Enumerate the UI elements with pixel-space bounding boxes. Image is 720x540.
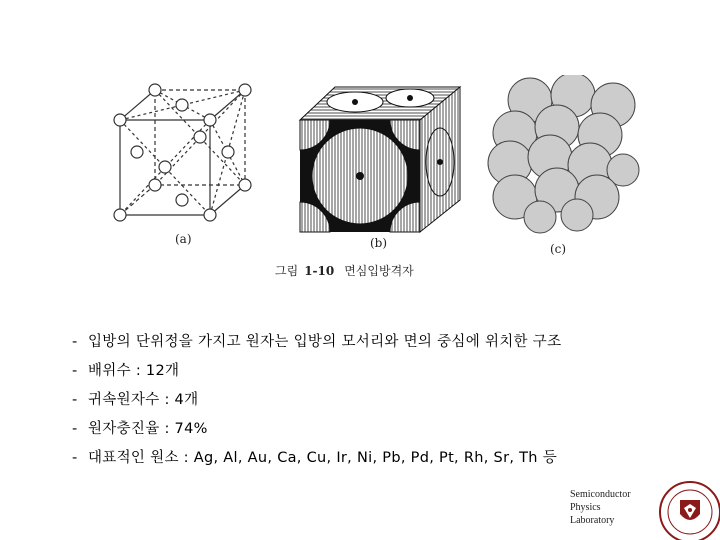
panel-label-c: (c) bbox=[550, 242, 567, 256]
caption-number: 1-10 bbox=[304, 264, 335, 278]
bullet-dash: - bbox=[72, 363, 78, 379]
panel-label-b: (b) bbox=[370, 236, 388, 250]
property-list bbox=[72, 332, 561, 477]
lab-line-1: Semiconductor bbox=[570, 489, 631, 500]
list-item-text: 배위수 : 12개 bbox=[88, 363, 180, 379]
list-item bbox=[72, 361, 561, 390]
lab-name bbox=[570, 488, 631, 527]
list-item-text: 대표적인 원소 : Ag, Al, Au, Ca, Cu, Ir, Ni, Pb, Pd, Pt, Rh, Sr, Th 등 bbox=[88, 450, 558, 466]
caption-word: 그림 bbox=[275, 264, 299, 278]
fcc-close-packed-diagram bbox=[485, 75, 640, 235]
bullet-dash: - bbox=[72, 392, 78, 408]
list-item-text: 원자충진율 : 74% bbox=[88, 421, 208, 437]
lab-line-3: Laboratory bbox=[570, 515, 615, 526]
fcc-sphere-cube-diagram bbox=[295, 82, 475, 242]
list-item bbox=[72, 390, 561, 419]
lab-line-2: Physics bbox=[570, 502, 601, 513]
panel-label-a: (a) bbox=[175, 232, 192, 246]
caption-title: 면심입방격자 bbox=[344, 264, 414, 278]
list-item-text: 귀속원자수 : 4개 bbox=[88, 392, 199, 408]
bullet-dash: - bbox=[72, 450, 78, 466]
list-item bbox=[72, 332, 561, 361]
bullet-dash: - bbox=[72, 421, 78, 437]
figure-caption bbox=[275, 262, 414, 279]
fcc-figure bbox=[100, 70, 640, 290]
bullet-dash: - bbox=[72, 334, 78, 350]
list-item bbox=[72, 419, 561, 448]
list-item-text: 입방의 단위정을 가지고 원자는 입방의 모서리와 면의 중심에 위치한 구조 bbox=[88, 334, 562, 350]
list-item bbox=[72, 448, 561, 477]
university-seal-icon bbox=[654, 478, 720, 540]
fcc-unit-cell-diagram bbox=[100, 70, 260, 230]
